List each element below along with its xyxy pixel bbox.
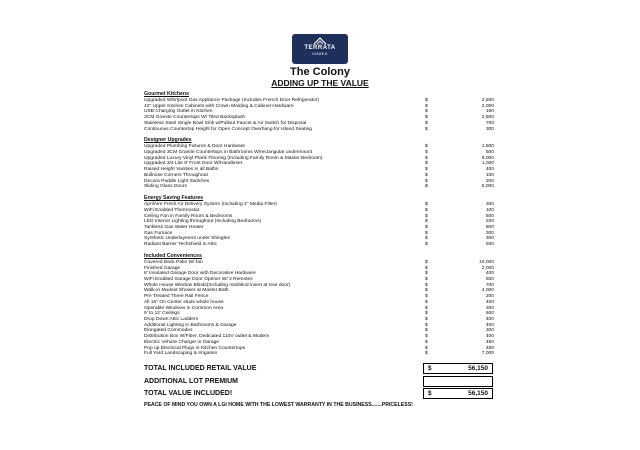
line-item [144,127,494,133]
item-value: 500 [485,242,494,248]
item-value: 1,000 [481,161,494,167]
section-heading: Designer Upgrades [144,137,192,144]
currency-symbol: $ [425,322,428,328]
item-label: Synthetic Underlayment under Shingles [144,236,230,242]
item-label: USB Charging Outlet in Kitchen [144,109,213,115]
currency-symbol: $ [425,351,428,357]
item-label: Bullnose Corners Throughout [144,172,208,178]
currency-symbol: $ [425,288,428,294]
currency-symbol: $ [425,167,428,173]
item-value: 200 [485,219,494,225]
currency-symbol: $ [425,294,428,300]
house-roof-icon [313,36,327,45]
item-value: 300 [485,126,494,132]
currency-symbol: $ [425,103,428,109]
item-label: Ceiling Fan in Family Room & Bedrooms [144,213,233,219]
logo-name: TERRATA [304,45,336,51]
item-label: Decora Paddle Light Switches [144,178,210,184]
total-retail-box [423,363,493,374]
currency-symbol: $ [425,172,428,178]
item-label: Additional Lighting in Bathrooms & Garage [144,322,237,328]
item-value: 300 [485,202,494,208]
value-sheet [144,91,494,362]
page-subtitle: ADDING UP THE VALUE [271,78,369,88]
item-label: AprilAire Fresh Air Delivery System (Including 4" Media Filter) [144,202,278,208]
item-label: Elongated Commodes [144,328,193,334]
item-value: 2,000 [481,265,494,271]
page-title: The Colony [290,66,350,78]
item-value: 500 [485,213,494,219]
item-value: 400 [485,322,494,328]
item-label: Pre Treated Three Rail Fence [144,294,209,300]
item-value: 400 [485,334,494,340]
currency-symbol: $ [425,155,428,161]
section-heading: Included Conveniences [144,252,202,259]
currency-symbol: $ [425,161,428,167]
item-label: Sliding Glass Doors [144,184,187,190]
item-label: Distribution Box W/Fiber, Dedicated 110V outlet & Modem [144,334,270,340]
section [144,137,494,190]
item-value: 5,000 [481,184,494,190]
item-label: Drop Down Attic Ladders [144,317,199,322]
item-label: WiFi Enabled Garage Door Opener W/ 2 Remotes [144,276,253,282]
line-item [144,351,494,357]
currency-symbol: $ [425,219,428,225]
item-label: Full Yard Landscaping & Irrigation [144,351,218,357]
item-value: 2,500 [481,115,494,121]
item-label: 9' to 12' Ceilings [144,311,180,317]
item-value: 100 [485,207,494,213]
currency-symbol: $ [425,213,428,219]
item-label: Walk-in Mudset Shower at Master Bath [144,288,229,294]
item-value: 7,000 [481,351,494,357]
total-retail-value: 56,150 [468,365,488,372]
currency-symbol: $ [425,202,428,208]
item-value: 600 [485,311,494,317]
item-value: 300 [485,236,494,242]
section-heading: Energy Saving Features [144,195,204,202]
line-item [144,242,494,248]
total-value-amount: 56,150 [468,390,488,397]
item-value: 100 [485,172,494,178]
currency-symbol: $ [425,150,428,156]
lot-premium-box [423,376,493,387]
item-value: 150 [485,109,494,115]
item-value: 700 [485,120,494,126]
item-value: 300 [485,305,494,311]
total-retail-label: TOTAL INCLUDED RETAIL VALUE [144,365,257,372]
currency-symbol: $ [425,276,428,282]
item-label: Upgraded Luxury Vinyl Plank Flooring (Including Family Room & Master Bedroom) [144,155,323,161]
item-label: All 16" On Center studs whole house [144,299,224,305]
item-label: Operable Windows in Common Area [144,305,224,311]
item-value: 400 [485,317,494,322]
currency-symbol: $ [425,282,428,288]
item-value: 500 [485,150,494,156]
currency-symbol: $ [425,334,428,340]
section [144,195,494,248]
currency-symbol: $ [425,299,428,305]
item-label: Raised Height Vanities in all Baths [144,167,219,173]
currency-symbol: $ [425,317,428,322]
item-label: Electric Vehicle Charger in Garage [144,339,220,345]
item-label: Covered Back Patio W/ fan [144,259,203,265]
currency-symbol: $ [425,144,428,150]
currency-symbol: $ [425,242,428,248]
item-value: 450 [485,345,494,351]
item-label: Gas Furnace [144,230,173,236]
logo-subtext: HOMES [312,52,328,56]
currency-symbol: $ [425,120,428,126]
item-value: 400 [485,299,494,305]
item-value: 2,000 [481,103,494,109]
currency-symbol: $ [425,345,428,351]
item-value: 1,500 [481,144,494,150]
item-value: 200 [485,178,494,184]
line-item [144,184,494,190]
item-label: Pop up Electrical Plugs in Kitchen Countertops [144,345,246,351]
item-label: Upgraded 3/4 Lite 8' Front Door W/Handleset [144,161,242,167]
item-label: Upgraded Plumbing Fixtures & Door Hardware [144,144,246,150]
currency-symbol: $ [425,265,428,271]
item-label: LED Interior Lighting throughout (Including Bedrooms) [144,219,262,225]
section [144,253,494,357]
item-value: 400 [485,271,494,277]
item-label: WiFi Enabled Thermostat [144,207,200,213]
currency-symbol: $ [425,271,428,277]
total-value-label: TOTAL VALUE INCLUDED! [144,390,233,397]
item-value: 300 [485,328,494,334]
item-value: 4,000 [481,288,494,294]
item-value: 2,500 [481,98,494,103]
currency-symbol: $ [425,178,428,184]
item-value: 8,000 [481,155,494,161]
item-label: Continuous Countertop Height for Open Concept Overhang for Island Seating [144,126,313,132]
item-value: 800 [485,224,494,230]
item-label: Finished Garage [144,265,181,271]
item-label: 3CM Granite Countertops W/ Tiled Backsplash [144,115,246,121]
currency-symbol: $ [425,305,428,311]
terrata-homes-logo [292,34,348,64]
currency-symbol: $ [428,390,432,397]
currency-symbol: $ [425,184,428,190]
item-value: 500 [485,276,494,282]
currency-symbol: $ [425,236,428,242]
currency-symbol: $ [425,98,428,103]
item-label: Stainless Steel Single Bowl Sink w/Pullout Faucet & Air Switch for Disposal [144,120,307,126]
currency-symbol: $ [425,328,428,334]
item-label: Whole House Window Blinds(Including miniblind insert at rear door) [144,282,291,288]
item-label: Tankless Gas Water Heater [144,224,204,230]
item-label: 8' Insulated Garage Door with Decorative Hardware [144,271,256,277]
item-value: 400 [485,167,494,173]
currency-symbol: $ [428,365,432,372]
item-value: 10,000 [479,259,494,265]
currency-symbol: $ [425,115,428,121]
currency-symbol: $ [425,207,428,213]
currency-symbol: $ [425,126,428,132]
item-label: 42" Upper Kitchen Cabinets with Crown Molding & Cabinet Hardware [144,103,294,109]
item-value: 300 [485,230,494,236]
currency-symbol: $ [425,230,428,236]
lot-premium-label: ADDITIONAL LOT PREMIUM [144,378,238,385]
total-value-box [423,388,493,399]
item-label: Upgraded Whirlpool Gas Appliance Package (Includes French Door Refrigerator) [144,98,320,103]
currency-symbol: $ [425,109,428,115]
currency-symbol: $ [425,311,428,317]
currency-symbol: $ [425,224,428,230]
footer-tagline: PEACE OF MIND YOU OWN A LGI HOME WITH THE LOWEST WARRANTY IN THE BUSINESS.......PRICELESS! [144,402,413,408]
item-label: Upgraded 3CM Granite Countertops in Bathrooms W/rectangular undermount [144,150,312,156]
currency-symbol: $ [425,259,428,265]
section-heading: Gourmet Kitchens [144,91,189,97]
item-value: 700 [485,282,494,288]
currency-symbol: $ [425,339,428,345]
item-label: Radiant Barrier Techshield in Attic [144,242,218,248]
section [144,91,494,132]
item-value: 450 [485,339,494,345]
item-value: 200 [485,294,494,300]
